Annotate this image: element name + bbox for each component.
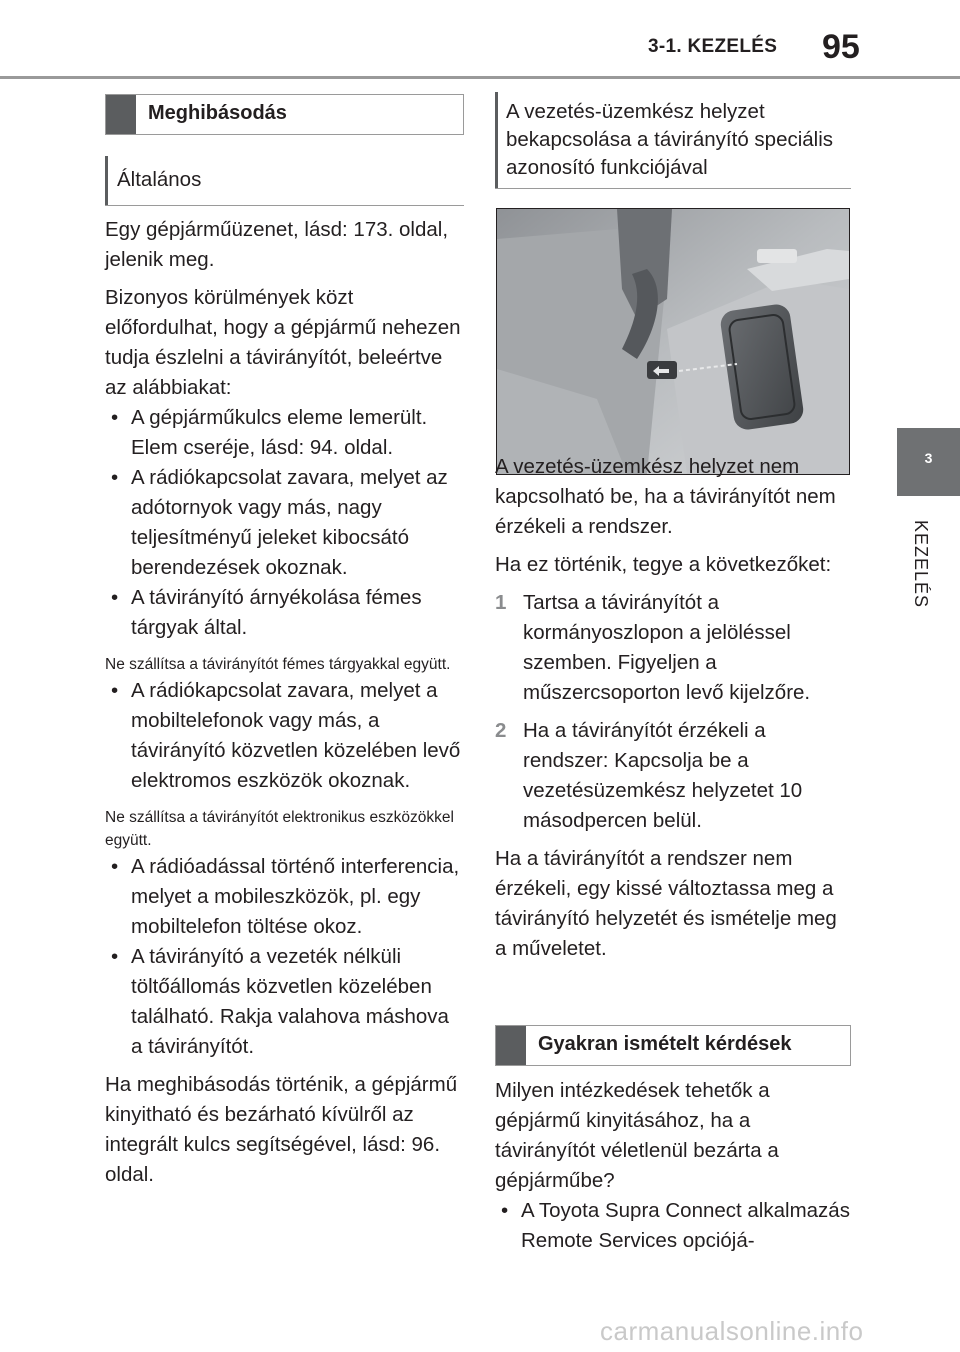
list-item: • A rádiókapcsolat zavara, melyet a mobiltelefonok vagy más, a távirányító közvetlen közelében levő elektromos eszközök okoznak.	[105, 676, 461, 796]
heading-box-faq	[495, 1025, 851, 1066]
heading-bar	[106, 95, 136, 134]
watermark: carmanualsonline.info	[600, 1316, 864, 1346]
paragraph: Bizonyos körülmények közt előfordulhat, hogy a gépjármű nehezen tudja észlelni a távirányítót, beleértve az alábbiakat:	[105, 286, 461, 399]
list-item: • A rádióadással történő interferencia, melyet a mobileszközök, pl. egy mobiltelefon töltése okoz.	[105, 852, 461, 942]
chapter-label-container	[892, 520, 955, 630]
note: Ne szállítsa a távirányítót elektronikus eszközökkel együtt.	[105, 809, 454, 849]
step-number: 1	[495, 591, 507, 614]
faq-question: Milyen intézkedések tehetők a gépjármű kinyitásához, ha a távirányítót véletlenül bezárta a gépjárműbe?	[495, 1079, 779, 1192]
section-heading: Gyakran ismételt kérdések	[538, 1033, 792, 1055]
heading-bar	[496, 1026, 526, 1065]
left-text-block	[105, 215, 461, 1190]
list-item: • A távirányító a vezeték nélküli töltőállomás közvetlen közelében található. Rakja valahova máshova a távirányítót.	[105, 942, 461, 1062]
subheading-bar	[105, 156, 108, 206]
subheading-rule	[495, 188, 851, 189]
paragraph: A vezetés-üzemkész helyzet nem kapcsolható be, ha a távirányítót nem érzékeli a rendszer.	[495, 455, 836, 538]
section-heading: Meghibásodás	[148, 102, 287, 124]
page-number: 95	[822, 28, 860, 66]
paragraph: Ha meghibásodás történik, a gépjármű kinyitható és bezárható kívülről az integrált kulcs segítségével, lásd: 96. oldal.	[105, 1073, 458, 1186]
heading-box-meghibasodas	[105, 94, 464, 135]
photo-illustration	[497, 209, 849, 474]
step-item	[495, 716, 851, 836]
step-item	[495, 588, 851, 708]
bullet-list	[105, 403, 461, 643]
bullet-list	[495, 1196, 851, 1256]
section-title: 3-1. KEZELÉS	[648, 36, 778, 57]
list-item: • A rádiókapcsolat zavara, melyet az adótornyok vagy más, nagy teljesítményű jeleket kibocsátó berendezések okoznak.	[105, 463, 461, 583]
bullet-list	[105, 676, 461, 796]
subheading-remote-id: A vezetés-üzemkész helyzet bekapcsolása a távirányító speciális azonosító funkciójával	[506, 100, 834, 179]
note: Ne szállítsa a távirányítót fémes tárgyakkal együtt.	[105, 656, 451, 673]
list-item: • A távirányító árnyékolása fémes tárgyak által.	[105, 583, 461, 643]
list-item: • A Toyota Supra Connect alkalmazás Remote Services opciójá-	[495, 1196, 851, 1256]
step-text: Ha a távirányítót érzékeli a rendszer: Kapcsolja be a vezetésüzemkész helyzetet 10 másodpercen belül.	[523, 719, 803, 832]
subheading-altalanos: Általános	[117, 168, 202, 191]
paragraph: Ha a távirányítót a rendszer nem érzékeli, egy kissé változtassa meg a távirányító helyzetét és ismételje meg a műveletet.	[495, 847, 837, 960]
header-rule	[0, 76, 960, 79]
right-text-block	[495, 452, 851, 964]
bullet-list	[105, 852, 461, 1062]
faq-text-block	[495, 1076, 851, 1256]
step-text: Tartsa a távirányítót a kormányoszlopon a jelöléssel szemben. Figyeljen a műszercsoporton levő kijelzőre.	[523, 591, 811, 704]
subheading-rule	[105, 205, 464, 206]
steering-column-photo	[496, 208, 850, 475]
list-item: • A gépjárműkulcs eleme lemerült. Elem cseréje, lásd: 94. oldal.	[105, 403, 461, 463]
paragraph: Ha ez történik, tegye a következőket:	[495, 553, 832, 576]
subheading-bar	[495, 92, 498, 189]
paragraph: Egy gépjárműüzenet, lásd: 173. oldal, jelenik meg.	[105, 218, 449, 271]
step-number: 2	[495, 719, 507, 742]
chapter-number: 3	[924, 450, 933, 466]
chapter-label: KEZELÉS	[911, 520, 931, 609]
